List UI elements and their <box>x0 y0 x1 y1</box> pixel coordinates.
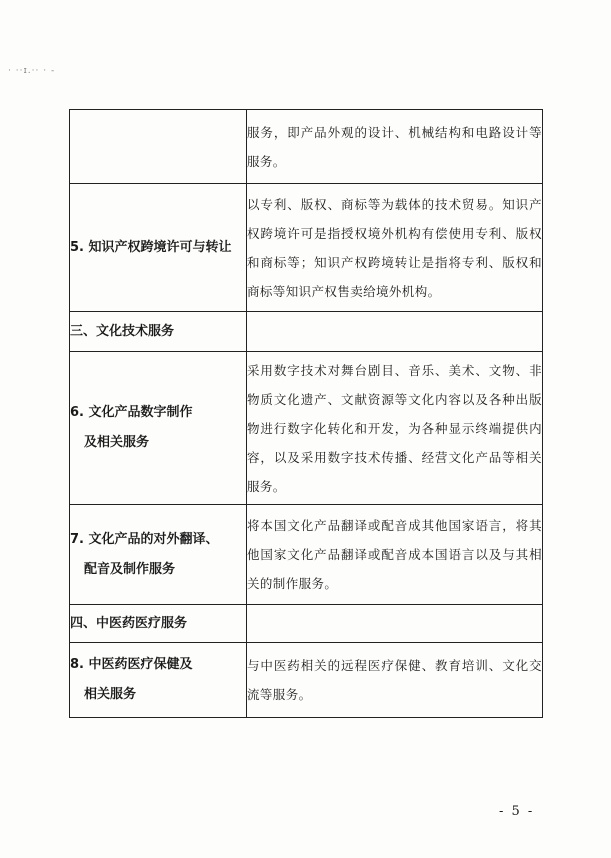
section-heading: 三、文化技术服务 <box>70 312 247 352</box>
table-row <box>70 184 543 312</box>
table-row <box>70 352 543 505</box>
row-label-cell: 5. 知识产权跨境许可与转让 <box>70 184 247 312</box>
row-label-line2: 及相关服务 <box>84 435 150 450</box>
row-description-cell <box>247 605 543 643</box>
row-label-line2: 相关服务 <box>84 687 137 702</box>
row-description-cell: 与中医药相关的远程医疗保健、教育培训、文化交流等服务。 <box>247 643 543 718</box>
row-description-cell: 服务，即产品外观的设计、机械结构和电路设计等服务。 <box>247 110 543 184</box>
section-heading: 四、中医药医疗服务 <box>70 605 247 643</box>
row-label-cell <box>70 505 247 605</box>
row-label-line1: 7. 文化产品的对外翻译、 <box>70 531 219 547</box>
scan-header-mark: · ··ɪ.·· · - <box>8 66 56 76</box>
section-heading-row <box>70 312 543 352</box>
row-description-cell: 采用数字技术对舞台剧目、音乐、美术、文物、非物质文化遗产、文献资源等文化内容以及各种出版物进行数字化转化和开发，为各种显示终端提供内容，以及采用数字技术传播、经营文化产品等相关服务。 <box>247 352 543 505</box>
services-table <box>69 109 543 718</box>
row-label-line1: 8. 中医药医疗保健及 <box>70 657 193 672</box>
row-label-line2: 配音及制作服务 <box>84 561 176 577</box>
section-heading-row <box>70 605 543 643</box>
row-description-cell: 将本国文化产品翻译或配音成其他国家语言，将其他国家文化产品翻译或配音成本国语言以及与其相关的制作服务。 <box>247 505 543 605</box>
table-row <box>70 643 543 718</box>
row-description-cell: 以专利、版权、商标等为载体的技术贸易。知识产权跨境许可是指授权境外机构有偿使用专利、版权和商标等；知识产权跨境转让是指将专利、版权和商标等知识产权售卖给境外机构。 <box>247 184 543 312</box>
table-row <box>70 110 543 184</box>
row-label-cell <box>70 643 247 718</box>
row-label-cell <box>70 352 247 505</box>
page-number: - 5 - <box>499 804 535 819</box>
row-label-line1: 6. 文化产品数字制作 <box>70 405 193 420</box>
row-label-cell <box>70 110 247 184</box>
table-row <box>70 505 543 605</box>
row-description-cell <box>247 312 543 352</box>
